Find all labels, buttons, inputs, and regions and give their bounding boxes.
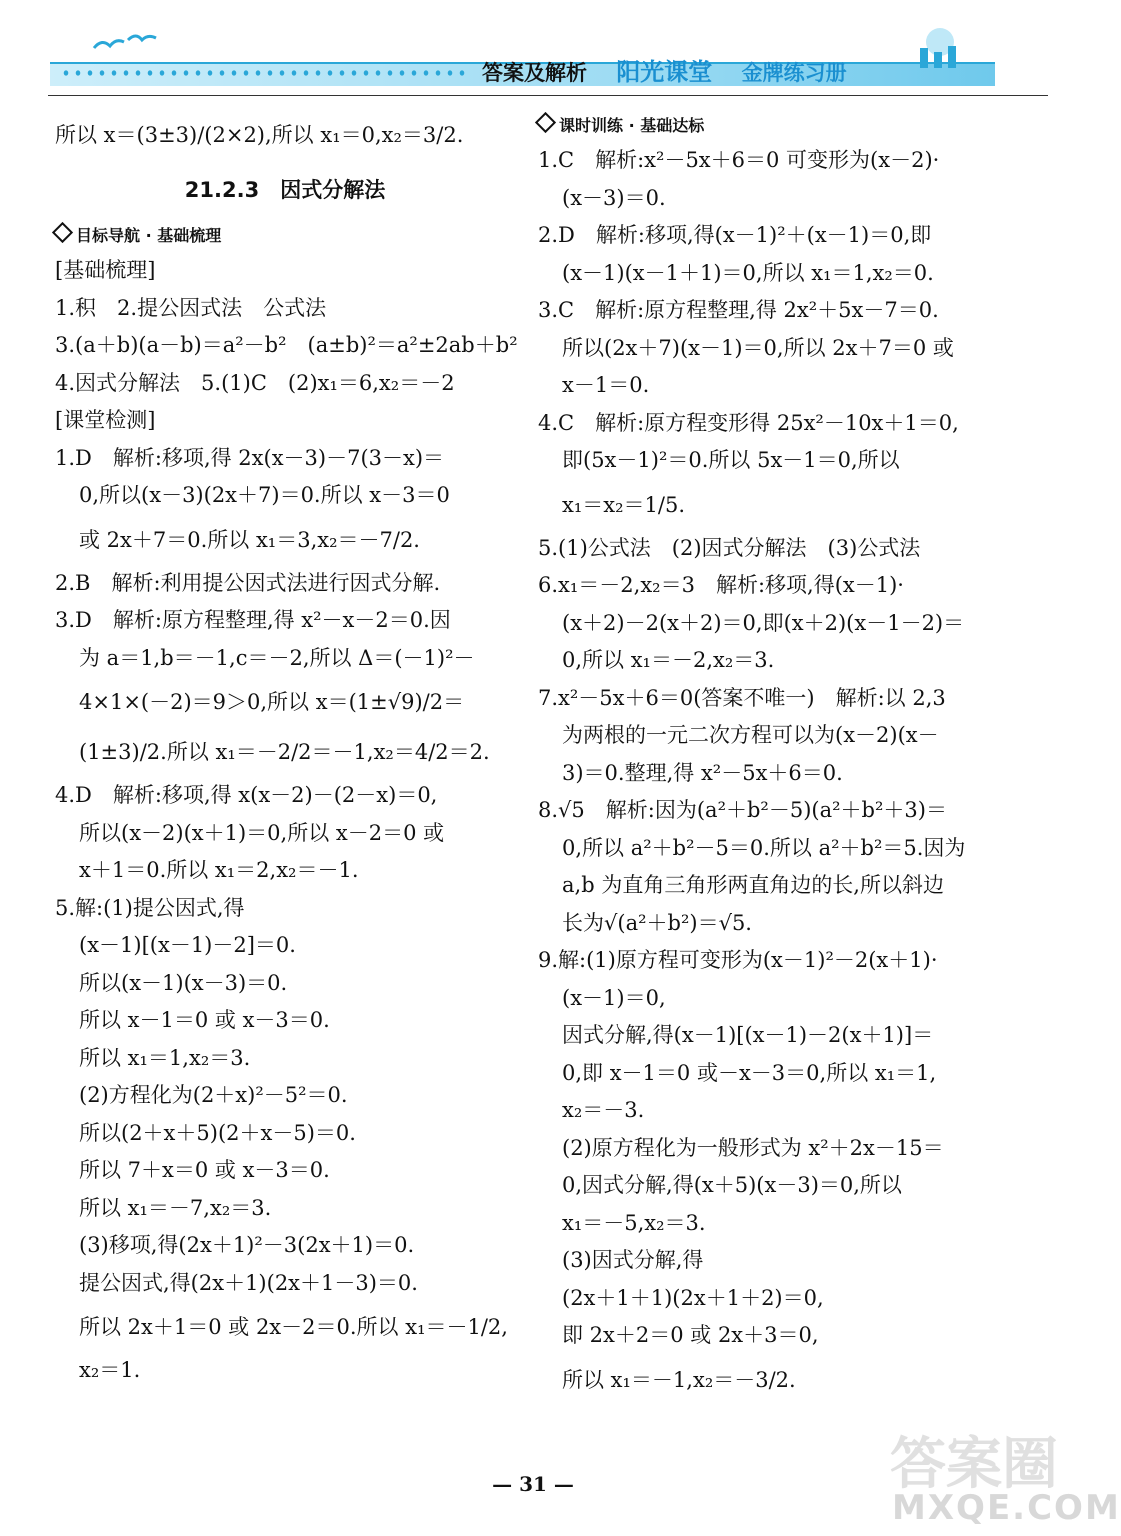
left-line: 5.解:(1)提公因式,得 <box>55 895 245 920</box>
header-label-series: 阳光课堂 <box>616 57 713 86</box>
right-line: x₁＝－5,x₂＝3. <box>562 1210 706 1235</box>
seagulls-icon <box>92 30 162 60</box>
watermark-logo: 答案圈 <box>890 1432 1058 1497</box>
diamond-icon <box>52 222 73 243</box>
right-line: 9.解:(1)原方程可变形为(x－1)²－2(x＋1)· <box>538 948 938 972</box>
right-line: (2x＋1＋1)(2x＋1＋2)＝0, <box>562 1285 824 1310</box>
left-line: 所以(2＋x＋5)(2＋x－5)＝0. <box>79 1120 356 1145</box>
right-line: 因式分解,得(x－1)[(x－1)－2(x＋1)]＝ <box>562 1023 934 1047</box>
left-line: x＋1＝0.所以 x₁＝2,x₂＝－1. <box>79 858 359 882</box>
right-line: 即 2x＋2＝0 或 2x＋3＝0, <box>562 1323 819 1347</box>
right-line: (x－1)＝0, <box>562 985 666 1010</box>
left-line: 4.D 解析:移项,得 x(x－2)－(2－x)＝0, <box>55 783 438 807</box>
right-line: 长为√(a²＋b²)＝√5. <box>562 910 752 935</box>
right-line: 5.(1)公式法 (2)因式分解法 (3)公式法 <box>538 535 921 560</box>
left-line: 所以 x－1＝0 或 x－3＝0. <box>79 1008 330 1032</box>
left-line: 所以 2x＋1＝0 或 2x－2＝0.所以 x₁＝－1/2, <box>79 1315 508 1339</box>
page-header <box>0 0 1066 100</box>
right-line: 8.√5 解析:因为(a²＋b²－5)(a²＋b²＋3)＝ <box>538 798 947 822</box>
left-line: (2)方程化为(2＋x)²－5²＝0. <box>79 1083 348 1107</box>
right-line: 0,因式分解,得(x＋5)(x－3)＝0,所以 <box>562 1173 902 1197</box>
section-title: 21.2.3 因式分解法 <box>184 178 386 202</box>
right-line: 7.x²－5x＋6＝0(答案不唯一) 解析:以 2,3 <box>538 685 946 710</box>
right-line: (x－3)＝0. <box>562 185 666 210</box>
left-line: 2.B 解析:利用提公因式法进行因式分解. <box>55 570 441 595</box>
right-line: x₂＝－3. <box>562 1098 645 1122</box>
left-line: 0,所以(x－3)(2x＋7)＝0.所以 x－3＝0 <box>79 483 450 507</box>
right-line: 即(5x－1)²＝0.所以 5x－1＝0,所以 <box>562 448 900 472</box>
left-line: 所以 x₁＝－7,x₂＝3. <box>79 1195 272 1220</box>
left-line: (x－1)[(x－1)－2]＝0. <box>79 933 296 957</box>
right-line: 0,即 x－1＝0 或－x－3＝0,所以 x₁＝1, <box>562 1060 937 1085</box>
left-line: 1.积 2.提公因式法 公式法 <box>55 295 327 320</box>
subsection-tag: 目标导航 · 基础梳理 <box>55 220 515 252</box>
right-line: 为两根的一元二次方程可以为(x－2)(x－ <box>562 723 939 747</box>
left-line: (3)移项,得(2x＋1)²－3(2x＋1)＝0. <box>79 1233 415 1257</box>
right-line: 2.D 解析:移项,得(x－1)²＋(x－1)＝0,即 <box>538 223 932 247</box>
right-line: (x－1)(x－1＋1)＝0,所以 x₁＝1,x₂＝0. <box>562 260 934 285</box>
left-line: 提公因式,得(2x＋1)(2x＋1－3)＝0. <box>79 1270 418 1295</box>
left-line: 1.D 解析:移项,得 2x(x－3)－7(3－x)＝ <box>55 445 445 470</box>
left-line: 4.因式分解法 5.(1)C (2)x₁＝6,x₂＝－2 <box>55 370 455 395</box>
left-line: [课堂检测] <box>55 408 156 432</box>
left-line: 3.(a＋b)(a－b)＝a²－b² (a±b)²＝a²±2ab＋b² <box>55 333 518 357</box>
header-label-answers: 答案及解析 <box>482 61 587 85</box>
right-line: 3.C 解析:原方程整理,得 2x²＋5x－7＝0. <box>538 298 939 322</box>
left-line: 所以(x－2)(x＋1)＝0,所以 x－2＝0 或 <box>79 820 445 845</box>
header-title <box>482 52 847 87</box>
right-line: 4.C 解析:原方程变形得 25x²－10x＋1＝0, <box>538 410 959 435</box>
right-line: (2)原方程化为一般形式为 x²＋2x－15＝ <box>562 1135 944 1160</box>
left-line: 4×1×(－2)＝9＞0,所以 x＝(1±√9)/2＝ <box>79 690 465 714</box>
right-line: x₁＝x₂＝1/5. <box>562 492 685 517</box>
left-line: 3.D 解析:原方程整理,得 x²－x－2＝0.因 <box>55 608 451 632</box>
right-line: 所以(2x＋7)(x－1)＝0,所以 2x＋7＝0 或 <box>562 335 954 360</box>
left-line: 所以(x－1)(x－3)＝0. <box>79 970 288 995</box>
left-line: [基础梳理] <box>55 258 156 282</box>
right-line: a,b 为直角三角形两直角边的长,所以斜边 <box>562 873 944 897</box>
left-line: 为 a＝1,b＝－1,c＝－2,所以 Δ＝(－1)²－ <box>79 645 475 670</box>
left-line: (1±3)/2.所以 x₁＝－2/2＝－1,x₂＝4/2＝2. <box>79 740 490 764</box>
right-line: x－1＝0. <box>562 373 650 397</box>
right-line: 3)＝0.整理,得 x²－5x＋6＝0. <box>562 760 843 785</box>
right-line: 0,所以 a²＋b²－5＝0.所以 a²＋b²＝5.因为 <box>562 835 966 860</box>
page-number: — 31 — <box>492 1472 574 1496</box>
left-column <box>55 110 518 1390</box>
header-decoration-icon <box>900 22 970 70</box>
header-label-book: 金牌练习册 <box>741 60 847 85</box>
right-line: (3)因式分解,得 <box>562 1248 704 1272</box>
watermark: MXQE.COM <box>892 1488 1121 1528</box>
left-line: 所以 7＋x＝0 或 x－3＝0. <box>79 1158 330 1182</box>
left-line: 所以 x＝(3±3)/(2×2),所以 x₁＝0,x₂＝3/2. <box>55 123 464 147</box>
right-line: 所以 x₁＝－1,x₂＝－3/2. <box>562 1367 796 1392</box>
right-line: 6.x₁＝－2,x₂＝3 解析:移项,得(x－1)· <box>538 573 904 597</box>
right-column <box>538 110 998 1405</box>
right-line: 0,所以 x₁＝－2,x₂＝3. <box>562 648 775 672</box>
right-line: (x＋2)－2(x＋2)＝0,即(x＋2)(x－1－2)＝ <box>562 610 965 635</box>
right-line: 1.C 解析:x²－5x＋6＝0 可变形为(x－2)· <box>538 148 940 172</box>
left-line: x₂＝1. <box>79 1358 141 1382</box>
diamond-icon <box>535 112 556 133</box>
left-line: 所以 x₁＝1,x₂＝3. <box>79 1045 251 1070</box>
left-line: 或 2x＋7＝0.所以 x₁＝3,x₂＝－7/2. <box>79 527 420 552</box>
header-dots <box>60 66 470 80</box>
header-rule <box>48 95 1048 96</box>
subsection-tag: 课时训练 · 基础达标 <box>538 110 998 142</box>
